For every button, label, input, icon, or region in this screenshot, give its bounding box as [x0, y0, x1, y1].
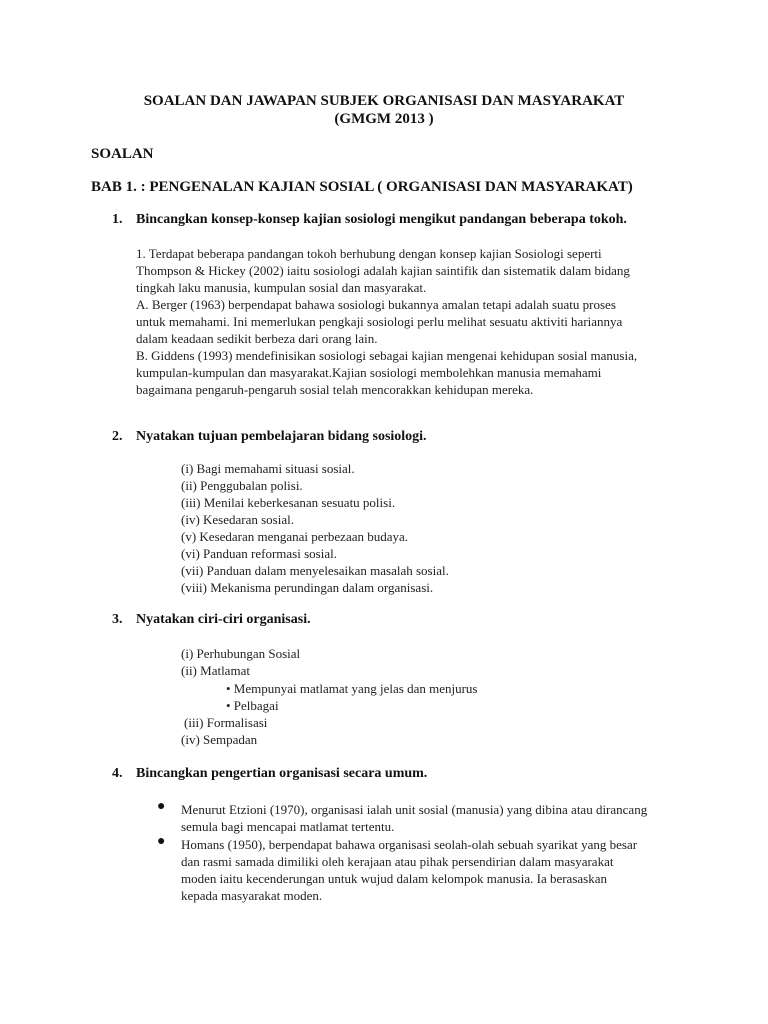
list-item: (iii) Formalisasi [184, 715, 268, 730]
bullet-line: Menurut Etzioni (1970), organisasi ialah unit sosial (manusia) yang dibina atau dirancang [181, 802, 648, 817]
bullet-icon: ● [157, 834, 166, 849]
section-label: SOALAN [91, 146, 154, 162]
sub-list-item: • Pelbagai [226, 698, 279, 713]
list-item: (iv) Sempadan [181, 732, 258, 747]
answer-line: tingkah laku manusia, kumpulan sosial dan masyarakat. [136, 280, 427, 295]
document-title-line2: (GMGM 2013 ) [334, 111, 434, 127]
list-item: (iii) Menilai keberkesanan sesuatu polisi. [181, 495, 396, 510]
list-item: (ii) Penggubalan polisi. [181, 478, 303, 493]
answer-line: Thompson & Hickey (2002) iaitu sosiologi adalah kajian saintifik dan sistematik dalam bidang [136, 263, 630, 278]
question-text: Bincangkan konsep-konsep kajian sosiologi mengikut pandangan beberapa tokoh. [136, 212, 627, 227]
answer-line: untuk memahami. Ini memerlukan pengkaji sosiologi perlu melihat sesuatu aktiviti hariannya [136, 314, 623, 329]
question-number: 2. [112, 429, 123, 444]
document-title-line1: SOALAN DAN JAWAPAN SUBJEK ORGANISASI DAN MASYARAKAT [143, 93, 625, 109]
answer-line: 1. Terdapat beberapa pandangan tokoh berhubung dengan konsep kajian Sosiologi seperti [136, 246, 602, 261]
question-text: Bincangkan pengertian organisasi secara umum. [136, 766, 428, 781]
list-item: (vi) Panduan reformasi sosial. [181, 546, 337, 561]
answer-line: B. Giddens (1993) mendefinisikan sosiologi sebagai kajian mengenai kehidupan sosial manusia, [136, 348, 638, 363]
bullet-line: Homans (1950), berpendapat bahawa organisasi seolah-olah sebuah syarikat yang besar [181, 837, 638, 852]
list-item: (i) Bagi memahami situasi sosial. [181, 461, 355, 476]
sub-list-item: • Mempunyai matlamat yang jelas dan menjurus [226, 681, 478, 696]
bullet-line: dan rasmi samada dimiliki oleh kerajaan atau pihak persendirian dalam masyarakat [181, 854, 614, 869]
answer-line: kumpulan-kumpulan dan masyarakat.Kajian sosiologi membolehkan manusia memahami [136, 365, 602, 380]
bullet-line: moden iaitu kecenderungan untuk wujud dalam kelompok manusia. Ia berasaskan [181, 871, 607, 886]
bullet-line: semula bagi mencapai matlamat tertentu. [181, 819, 395, 834]
question-number: 3. [112, 612, 123, 627]
question-text: Nyatakan tujuan pembelajaran bidang sosiologi. [136, 429, 427, 444]
list-item: (ii) Matlamat [181, 663, 250, 678]
answer-line: dalam keadaan sedikit berbeza dari orang lain. [136, 331, 378, 346]
question-number: 1. [112, 212, 123, 227]
list-item: (iv) Kesedaran sosial. [181, 512, 294, 527]
answer-line: A. Berger (1963) berpendapat bahawa sosiologi bukannya amalan tetapi adalah suatu proses [136, 297, 616, 312]
list-item: (v) Kesedaran menganai perbezaan budaya. [181, 529, 409, 544]
question-text: Nyatakan ciri-ciri organisasi. [136, 612, 311, 627]
list-item: (viii) Mekanisma perundingan dalam organisasi. [181, 580, 434, 595]
list-item: (i) Perhubungan Sosial [181, 646, 301, 661]
chapter-heading: BAB 1. : PENGENALAN KAJIAN SOSIAL ( ORGANISASI DAN MASYARAKAT) [91, 179, 633, 195]
bullet-icon: ● [157, 799, 166, 814]
list-item: (vii) Panduan dalam menyelesaikan masalah sosial. [181, 563, 449, 578]
bullet-line: kepada masyarakat moden. [181, 888, 323, 903]
question-number: 4. [112, 766, 123, 781]
answer-line: bagaimana pengaruh-pengaruh sosial telah mencorakkan kehidupan mereka. [136, 382, 534, 397]
